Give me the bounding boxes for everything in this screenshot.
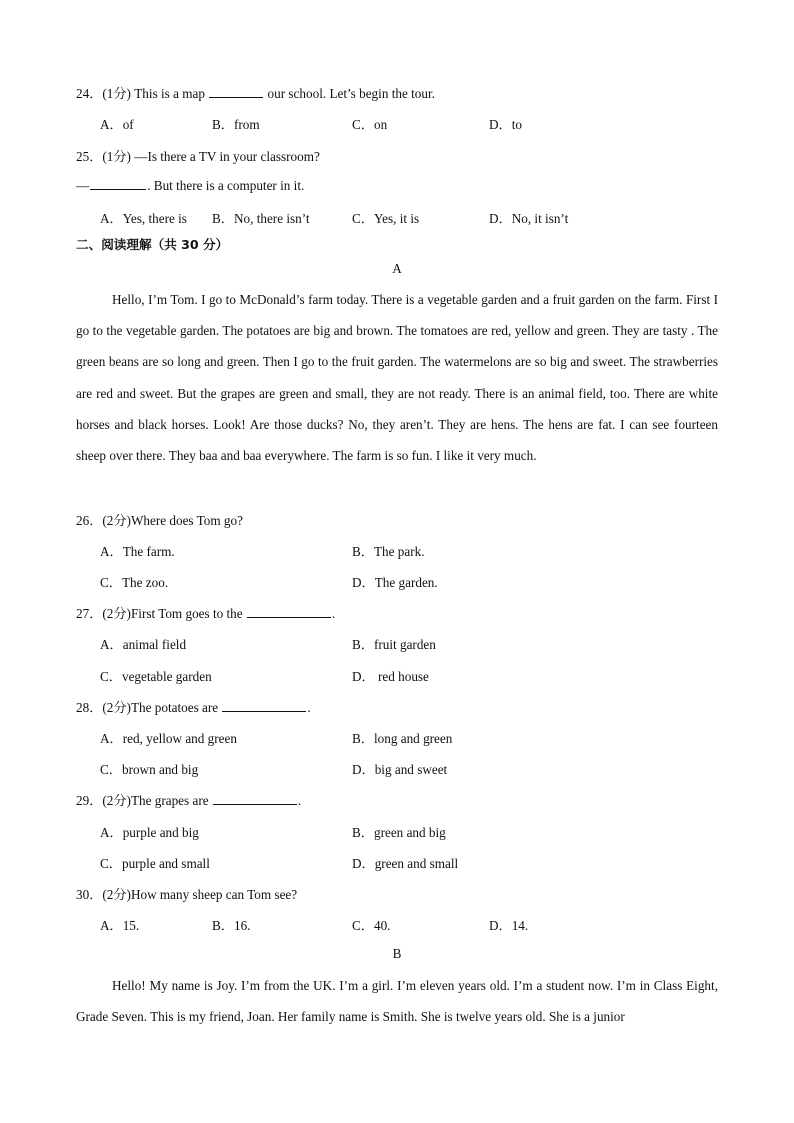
question-25 xyxy=(76,146,320,165)
option-c[interactable]: C．Yes, it is xyxy=(352,211,420,226)
question-number: 25．(1分) xyxy=(76,149,131,164)
question-number: 26．(2分) xyxy=(76,513,131,528)
option-a[interactable]: A．15. xyxy=(100,918,140,933)
option-a[interactable]: A．purple and big xyxy=(100,825,199,840)
reply-text: . But there is a computer in it. xyxy=(147,178,305,193)
option-c[interactable]: C．on xyxy=(352,117,388,132)
question-stem: Where does Tom go? xyxy=(130,513,243,528)
option-b[interactable]: B．No, there isn’t xyxy=(212,211,310,226)
option-b[interactable]: B．16. xyxy=(212,918,251,933)
option-d[interactable]: D． red house xyxy=(352,669,429,684)
question-28 xyxy=(76,697,311,716)
option-a[interactable]: A．red, yellow and green xyxy=(100,731,237,746)
question-number: 30．(2分) xyxy=(76,887,131,902)
option-c[interactable]: C．purple and small xyxy=(100,856,210,871)
passage-b-text: Hello! My name is Joy. I’m from the UK. I’m a girl. I’m eleven years old. I’m a student now. I’m in Class Eight, Grade Seven. This is my friend, Joan. Her family name is Smith. She is twelve years old. She is a junior xyxy=(76,978,718,1025)
option-b[interactable]: B．green and big xyxy=(352,825,446,840)
question-stem-part: our school. Let’s begin the tour. xyxy=(267,86,435,101)
question-number: 27．(2分) xyxy=(76,606,131,621)
option-b[interactable]: B．The park. xyxy=(352,544,425,559)
option-a[interactable]: A．of xyxy=(100,117,134,132)
option-c[interactable]: C．brown and big xyxy=(100,762,199,777)
passage-b-label: B xyxy=(392,946,402,961)
option-a[interactable]: A．Yes, there is xyxy=(100,211,187,226)
question-30 xyxy=(76,884,297,903)
question-stem-part: This is a map xyxy=(134,86,205,101)
question-number: 29．(2分) xyxy=(76,793,131,808)
question-stem: How many sheep can Tom see? xyxy=(130,887,298,902)
question-27 xyxy=(76,603,335,622)
passage-a-text: Hello, I’m Tom. I go to McDonald’s farm today. There is a vegetable garden and a fruit garden on the farm. First I go to the vegetable garden. The potatoes are big and brown. The tomatoes are red, yellow and green. They are tasty . The green beans are so long and green. Then I go to the fruit garden. The watermelons are so big and sweet. The strawberries are red and sweet. But the grapes are green and small, they are not ready. There is an animal field, too. There are white horses and black horses. Look! Are those ducks? No, they aren’t. They are hens. The hens are fat. I can see fourteen sheep over there. They baa and baa everywhere. The farm is so fun. I like it very much. xyxy=(76,292,718,464)
question-end: . xyxy=(307,700,311,715)
answer-blank[interactable] xyxy=(209,85,263,98)
answer-blank[interactable] xyxy=(213,792,297,805)
question-25-reply xyxy=(76,177,304,194)
option-c[interactable]: C．40. xyxy=(352,918,391,933)
option-c[interactable]: C．The zoo. xyxy=(100,575,169,590)
answer-blank[interactable] xyxy=(222,699,306,712)
option-d[interactable]: D．The garden. xyxy=(352,575,438,590)
option-b[interactable]: B．fruit garden xyxy=(352,637,436,652)
option-d[interactable]: D．to xyxy=(489,117,522,132)
question-26 xyxy=(76,510,243,529)
passage-a-label: A xyxy=(392,261,402,276)
option-a[interactable]: A．animal field xyxy=(100,637,187,652)
answer-blank[interactable] xyxy=(90,177,146,190)
question-stem: The grapes are xyxy=(130,793,209,808)
question-stem: The potatoes are xyxy=(130,700,219,715)
question-stem: —Is there a TV in your classroom? xyxy=(134,149,320,164)
option-d[interactable]: D．big and sweet xyxy=(352,762,448,777)
option-b[interactable]: B．from xyxy=(212,117,260,132)
option-c[interactable]: C．vegetable garden xyxy=(100,669,212,684)
option-d[interactable]: D．green and small xyxy=(352,856,459,871)
option-a[interactable]: A．The farm. xyxy=(100,544,175,559)
option-d[interactable]: D．14. xyxy=(489,918,529,933)
question-number: 24．(1分) xyxy=(76,86,131,101)
question-number: 28．(2分) xyxy=(76,700,131,715)
reply-dash: — xyxy=(76,178,90,193)
option-b[interactable]: B．long and green xyxy=(352,731,453,746)
question-end: . xyxy=(297,793,302,808)
option-d[interactable]: D．No, it isn’t xyxy=(489,211,569,226)
question-stem: First Tom goes to the xyxy=(130,606,243,621)
question-29 xyxy=(76,790,301,809)
question-end: . xyxy=(331,606,336,621)
section-heading: 二、阅读理解（共 30 分） xyxy=(76,237,229,252)
answer-blank[interactable] xyxy=(247,605,331,618)
question-24 xyxy=(76,83,435,102)
